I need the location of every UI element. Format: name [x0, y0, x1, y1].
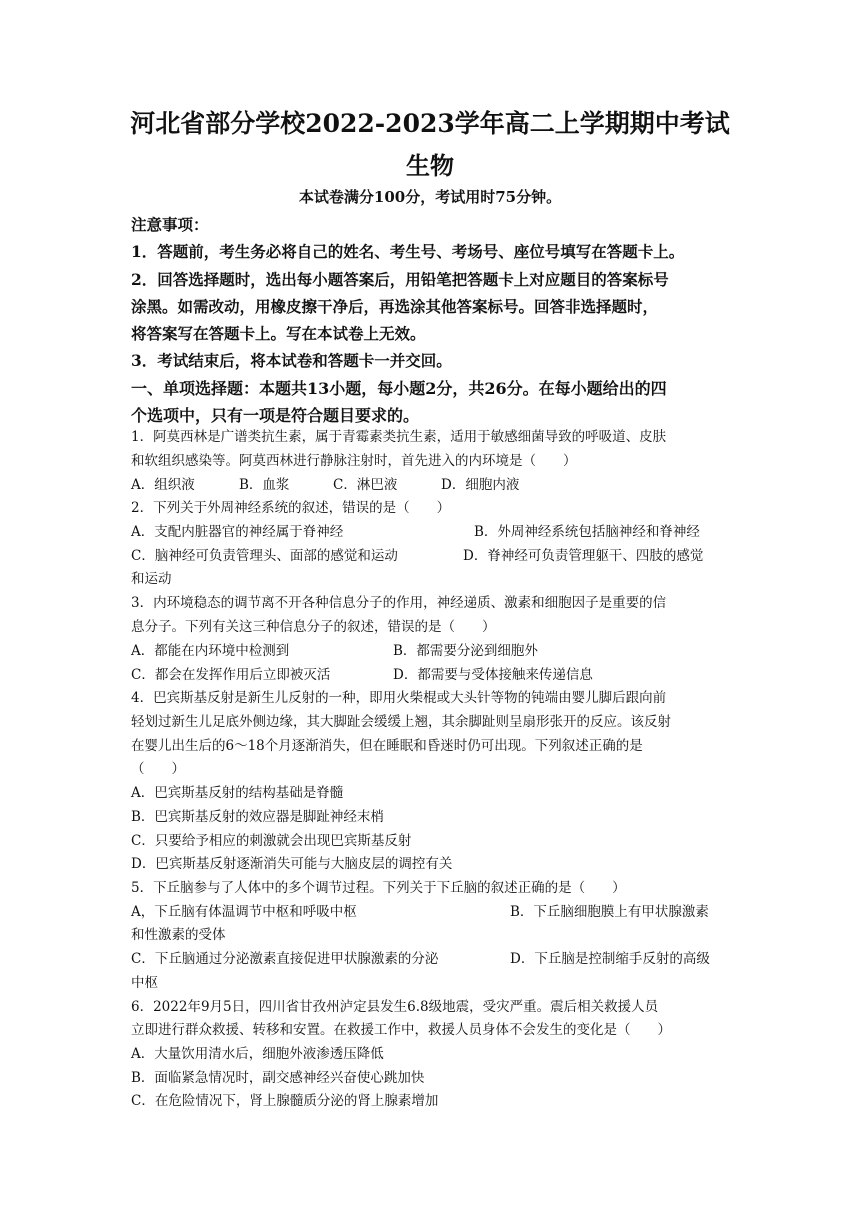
q4-option-b: B．巴宾斯基反射的效应器是脚趾神经末梢 — [131, 809, 384, 825]
notice-item-2-line-1: 2．回答选择题时，选出每小题答案后，用铅笔把答题卡上对应题目的答案标号 — [131, 270, 669, 289]
q6-option-a: A．大量饮用清水后，细胞外液渗透压降低 — [131, 1046, 384, 1062]
q6-stem-line-2: 立即进行群众救援、转移和安置。在救援工作中，救援人员身体不会发生的变化是（ ） — [131, 1022, 671, 1038]
q4-option-d: D．巴宾斯基反射逐渐消失可能与大脑皮层的调控有关 — [131, 856, 453, 872]
q5-option-d-line-2: 中枢 — [131, 975, 158, 991]
q6-option-c: C．在危险情况下，肾上腺髓质分泌的肾上腺素增加 — [131, 1093, 439, 1109]
q5-stem: 5．下丘脑参与了人体中的多个调节过程。下列关于下丘脑的叙述正确的是（ ） — [131, 880, 626, 896]
q4-stem-line-1: 4．巴宾斯基反射是新生儿反射的一种，即用火柴棍或大头针等物的钝端由婴儿脚后跟向前 — [131, 690, 667, 706]
section-1-heading-line-2: 个选项中，只有一项是符合题目要求的。 — [131, 406, 420, 425]
q1-option-d: D．细胞内液 — [441, 477, 520, 493]
q2-option-d-line-2: 和运动 — [131, 571, 172, 587]
notice-heading: 注意事项： — [131, 215, 209, 234]
q3-option-a: A．都能在内环境中检测到 — [131, 643, 290, 659]
q1-option-a: A．组织液 — [131, 477, 195, 493]
q5-option-c: C．下丘脑通过分泌激素直接促进甲状腺激素的分泌 — [131, 951, 439, 967]
q5-option-a: A，下丘脑有体温调节中枢和呼吸中枢 — [131, 904, 357, 920]
q1-stem-line-2: 和软组织感染等。阿莫西林进行静脉注射时，首先进入的内环境是（ ） — [131, 453, 577, 469]
notice-item-1: 1．答题前，考生务必将自己的姓名、考生号、考场号、座位号填写在答题卡上。 — [131, 242, 685, 261]
notice-item-2-line-3: 将答案写在答题卡上。写在本试卷上无效。 — [131, 324, 426, 343]
notice-item-3: 3．考试结束后，将本试卷和答题卡一并交回。 — [131, 351, 452, 370]
q4-stem-line-4: （ ） — [131, 761, 185, 777]
q3-stem-line-2: 息分子。下列有关这三种信息分子的叙述，错误的是（ ） — [131, 619, 496, 635]
q6-stem-line-1: 6．2022年9月5日，四川省甘孜州泸定县发生6.8级地震，受灾严重。震后相关救援人员 — [131, 999, 659, 1015]
q4-stem-line-2: 轻划过新生儿足底外侧边缘，其大脚趾会缓缓上翘，其余脚趾则呈扇形张开的反应。该反射 — [131, 714, 671, 730]
q2-stem: 2．下列关于外周神经系统的叙述，错误的是（ ） — [131, 500, 451, 516]
q3-option-d: D．都需要与受体接触来传递信息 — [393, 667, 593, 683]
q2-option-d-line-1: D．脊神经可负责管理躯干、四肢的感觉 — [463, 548, 704, 564]
q5-option-d-line-1: D．下丘脑是控制缩手反射的高级 — [510, 951, 710, 967]
q1-option-b: B．血浆 — [239, 477, 290, 493]
exam-note: 本试卷满分100分，考试用时75分钟。 — [298, 188, 562, 206]
exam-subject: 生物 — [406, 151, 454, 180]
section-1-heading-line-1: 一、单项选择题：本题共13小题，每小题2分，共26分。在每小题给出的四 — [131, 379, 667, 398]
q4-option-c: C．只要给予相应的刺激就会出现巴宾斯基反射 — [131, 833, 412, 849]
q4-stem-line-3: 在婴儿出生后的6～18个月逐渐消失，但在睡眠和昏迷时仍可出现。下列叙述正确的是 — [131, 738, 643, 754]
q3-stem-line-1: 3．内环境稳态的调节离不开各种信息分子的作用，神经递质、激素和细胞因子是重要的信 — [131, 595, 667, 611]
exam-title: 河北省部分学校2022-2023学年高二上学期期中考试 — [130, 109, 730, 138]
q3-option-b: B．都需要分泌到细胞外 — [393, 643, 538, 659]
q1-option-c: C．淋巴液 — [333, 477, 398, 493]
q2-option-b: B．外周神经系统包括脑神经和脊神经 — [474, 524, 700, 540]
notice-item-2-line-2: 涂黑。如需改动，用橡皮擦干净后，再选涂其他答案标号。回答非选择题时， — [131, 297, 659, 316]
q3-option-c: C．都会在发挥作用后立即被灭活 — [131, 667, 331, 683]
q5-option-b-line-1: B．下丘脑细胞膜上有甲状腺激素 — [510, 904, 709, 920]
q5-option-b-line-2: 和性激素的受体 — [131, 927, 226, 943]
q2-option-c: C．脑神经可负责管理头、面部的感觉和运动 — [131, 548, 398, 564]
q2-option-a: A．支配内脏器官的神经属于脊神经 — [131, 524, 344, 540]
q4-option-a: A．巴宾斯基反射的结构基础是脊髓 — [131, 785, 344, 801]
q6-option-b: B．面临紧急情况时，副交感神经兴奋使心跳加快 — [131, 1070, 425, 1086]
q1-stem-line-1: 1．阿莫西林是广谱类抗生素，属于青霉素类抗生素，适用于敏感细菌导致的呼吸道、皮肤 — [131, 429, 667, 445]
